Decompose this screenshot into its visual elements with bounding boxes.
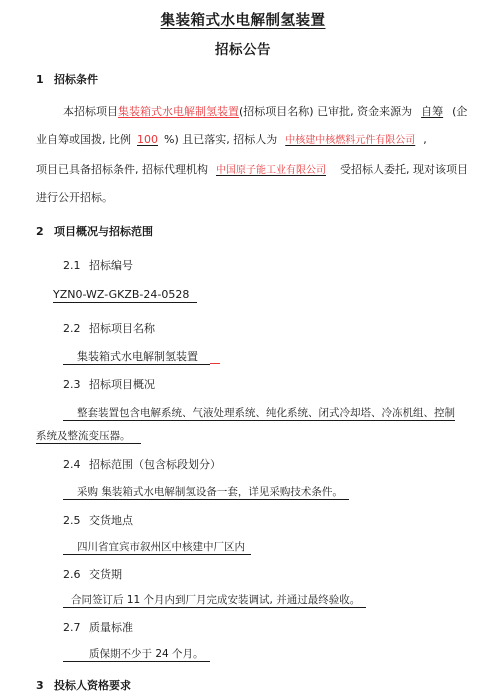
section-2-heading: 2 项目概况与招标范围: [36, 225, 153, 238]
section-1-line-2: 业自筹或国拨, 比例 100 %) 且已落实, 招标人为 中核建中核燃料元件有限公司 ,: [36, 133, 427, 146]
agency-fill: 中国原子能工业有限公司: [216, 165, 326, 176]
section-1-heading: 1 招标条件: [36, 73, 98, 86]
item-2-3-value-line-1: 整套装置包含电解系统、气液处理系统、纯化系统、闭式冷却塔、冷冻机组、控制: [63, 405, 455, 420]
item-2-2-value: 集装箱式水电解制氢装置: [63, 348, 220, 364]
item-2-5-value: 四川省宜宾市叙州区中核建中厂区内: [63, 539, 251, 554]
section-1-line-3: 项目已具备招标条件, 招标代理机构 中国原子能工业有限公司 受招标人委托, 现对该项目: [36, 163, 468, 176]
section-1-line-1: 本招标项目集装箱式水电解制氢装置(招标项目名称) 已审批, 资金来源为 自筹 (企: [63, 105, 468, 118]
item-2-3-value-line-2: 系统及整流变压器。: [36, 428, 141, 443]
project-name-fill: 集装箱式水电解制氢装置: [118, 105, 239, 118]
item-2-4-value: 采购 集装箱式水电解制氢设备一套，详见采购技术条件。: [63, 484, 349, 499]
tenderer-fill: 中核建中核燃料元件有限公司: [285, 135, 416, 146]
item-2-5-heading: 2.5 交货地点: [63, 514, 133, 527]
item-2-4-heading: 2.4 招标范围（包含标段划分）: [63, 458, 221, 471]
item-2-2-heading: 2.2 招标项目名称: [63, 322, 155, 335]
item-2-3-heading: 2.3 招标项目概况: [63, 378, 155, 391]
item-2-6-heading: 2.6 交货期: [63, 568, 122, 581]
item-2-7-heading: 2.7 质量标准: [63, 621, 133, 634]
item-2-1-heading: 2.1 招标编号: [63, 259, 133, 272]
item-2-1-value: YZN0-WZ-GKZB-24-0528: [53, 288, 197, 301]
red-underline-mark: [210, 352, 220, 364]
item-2-7-value: 质保期不少于 24 个月。: [63, 646, 210, 661]
section-3-heading: 3 投标人资格要求: [36, 679, 131, 692]
ratio-fill: 100: [137, 133, 158, 146]
item-2-6-value: 合同签订后 11 个月内到厂月完成安装调试, 并通过最终验收。: [63, 592, 366, 607]
document-title: 集装箱式水电解制氢装置: [160, 13, 326, 29]
section-1-line-4: 进行公开招标。: [36, 191, 113, 204]
fund-source-fill: 自筹: [421, 105, 444, 118]
document-subtitle: 招标公告: [215, 42, 271, 58]
